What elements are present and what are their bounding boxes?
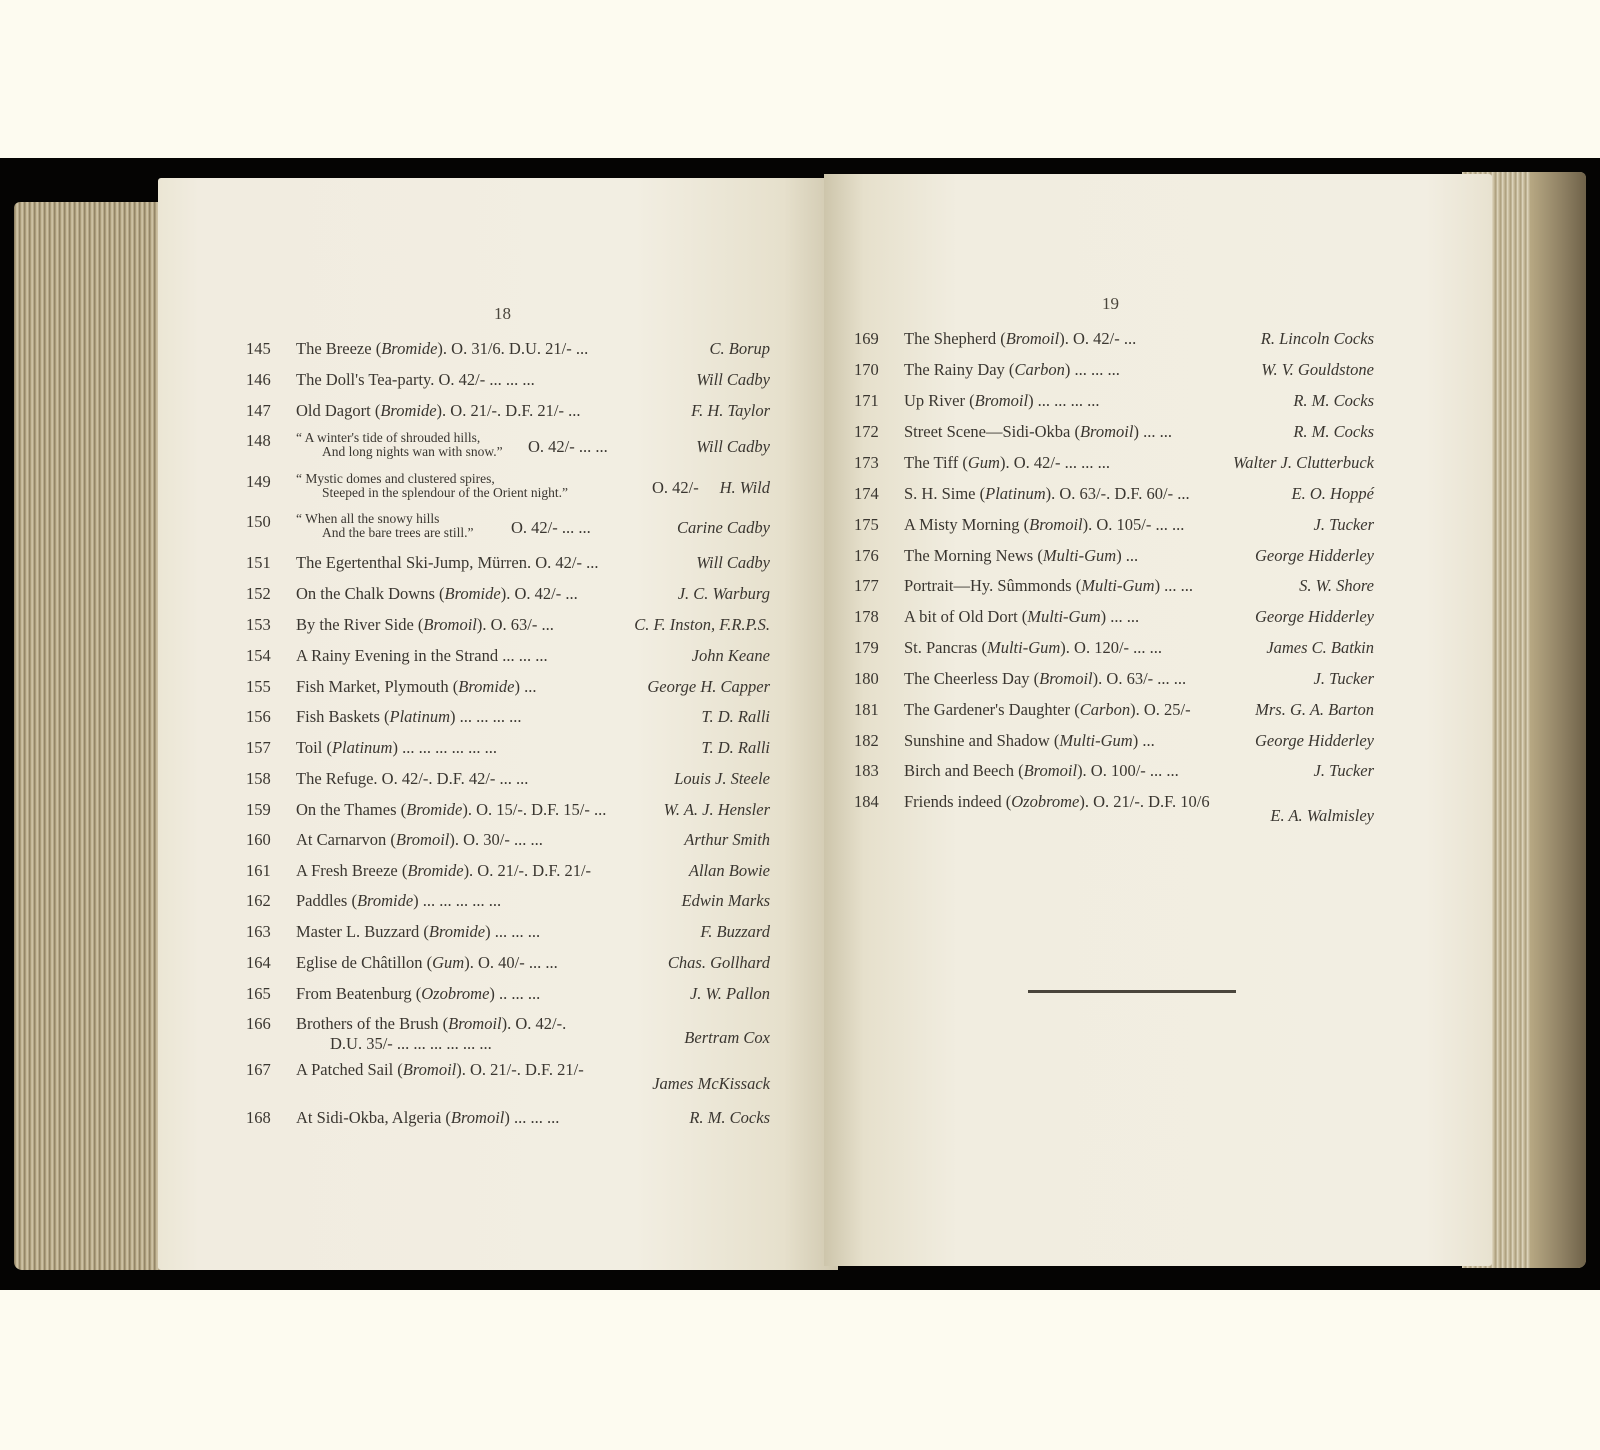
entry-photographer: J. C. Warburg <box>677 584 770 603</box>
entry-photographer: Louis J. Steele <box>674 769 770 788</box>
entry-number: 148 <box>246 431 271 450</box>
entry-photographer: W. V. Gouldstone <box>1261 360 1374 379</box>
entry-number: 151 <box>246 553 271 572</box>
entry-medium: Bromide <box>406 800 463 819</box>
entry-photographer: Walter J. Clutterbuck <box>1233 453 1374 472</box>
entry-medium: Bromoil <box>423 615 477 634</box>
left-page-edges <box>14 202 164 1270</box>
entry-photographer: F. Buzzard <box>700 922 770 941</box>
entry-number: 155 <box>246 677 271 696</box>
entry-title <box>904 422 1172 442</box>
entry-number: 179 <box>854 638 879 657</box>
entry-title-text: ). O. 63/- ... <box>476 615 554 634</box>
entry-title-text: Brothers of the Brush ( <box>296 1014 449 1033</box>
entry-medium: Bromide <box>356 891 414 910</box>
entry-price: O. 42/- <box>652 478 699 497</box>
entry-title <box>904 360 1120 380</box>
entry-photographer: J. Tucker <box>1313 669 1374 688</box>
catalogue-entry <box>246 1060 770 1094</box>
entry-title <box>296 891 501 911</box>
entry-medium: Bromoil <box>450 1108 505 1127</box>
catalogue-entry <box>854 761 1374 795</box>
entry-title-text: Paddles ( <box>296 891 357 910</box>
entry-number: 176 <box>854 546 879 565</box>
catalogue-entry <box>246 922 770 956</box>
entry-title <box>296 472 568 500</box>
catalogue-entry <box>854 329 1374 363</box>
entry-number: 147 <box>246 401 271 420</box>
catalogue-entry <box>246 953 770 987</box>
entry-title <box>904 484 1190 504</box>
entry-medium: Multi-Gum <box>1042 546 1117 565</box>
entry-number: 173 <box>854 453 879 472</box>
entry-title-text: ). O. 120/- ... ... <box>1060 638 1163 657</box>
entry-photographer: John Keane <box>691 646 770 665</box>
catalogue-entry <box>854 546 1374 580</box>
catalogue-entry <box>854 360 1374 394</box>
entry-photographer: Mrs. G. A. Barton <box>1255 700 1374 719</box>
entry-title <box>904 607 1139 627</box>
entry-medium: Bromoil <box>395 830 450 849</box>
entry-photographer: H. Wild <box>719 478 770 497</box>
entry-title-text: ). O. 40/- ... ... <box>464 953 558 972</box>
entry-photographer: R. M. Cocks <box>1293 422 1374 441</box>
entry-title <box>296 370 535 390</box>
entry-title-text: The Gardener's Daughter ( <box>904 700 1080 719</box>
entry-title-text: ) ... ... ... <box>1064 360 1120 379</box>
entry-title-text: A Rainy Evening in the Strand ... ... ... <box>296 646 548 665</box>
entry-title-line: “ Mystic domes and clustered spires, <box>296 471 495 486</box>
entry-title-line: “ When all the snowy hills <box>296 511 440 526</box>
entry-title <box>296 512 473 540</box>
entry-title-text: ). O. 15/-. D.F. 15/- ... <box>462 800 607 819</box>
catalogue-entry <box>246 553 770 587</box>
entry-title-text: ) ... ... <box>1133 422 1172 441</box>
entry-title-text: Birch and Beech ( <box>904 761 1024 780</box>
entry-medium: Bromoil <box>1029 515 1083 534</box>
entry-medium: Multi-Gum <box>1027 607 1101 626</box>
entry-medium: Platinum <box>985 484 1046 503</box>
entry-photographer: R. Lincoln Cocks <box>1260 329 1374 348</box>
entry-title-text: Fish Baskets ( <box>296 707 390 726</box>
entry-title-text: The Egertenthal Ski-Jump, Mürren. O. 42/- ... <box>296 553 599 572</box>
entry-title-text: ) ... <box>1132 731 1155 750</box>
entry-title-text: The Tiff ( <box>904 453 968 472</box>
entry-title-text: ). O. 42/- ... ... ... <box>999 453 1110 472</box>
entry-title-text: A bit of Old Dort ( <box>904 607 1028 626</box>
entry-number: 161 <box>246 861 271 880</box>
entry-title-text: ) ... ... ... ... <box>450 707 522 726</box>
catalogue-entry <box>246 1108 770 1142</box>
entry-photographer: R. M. Cocks <box>689 1108 770 1127</box>
entry-photographer: F. H. Taylor <box>691 401 770 420</box>
entry-number: 175 <box>854 515 879 534</box>
entry-number: 157 <box>246 738 271 757</box>
entry-title-text: ) .. ... ... <box>489 984 541 1003</box>
entry-medium: Multi-Gum <box>986 638 1061 657</box>
entry-title-text: ) ... ... <box>1100 607 1140 626</box>
entry-number: 156 <box>246 707 271 726</box>
entry-medium: Ozobrome <box>421 984 490 1003</box>
entry-title-text: ) ... ... <box>1154 576 1194 595</box>
entry-title-text: A Fresh Breeze ( <box>296 861 408 880</box>
entry-title-line: Steeped in the splendour of the Orient night.” <box>322 485 568 500</box>
catalogue-entry <box>246 646 770 680</box>
entry-medium: Bromoil <box>402 1060 457 1079</box>
entry-title <box>296 1014 566 1054</box>
entry-title-text: ). O. 31/6. D.U. 21/- ... <box>437 339 589 358</box>
catalogue-entry <box>246 984 770 1018</box>
catalogue-entry <box>246 472 770 506</box>
entry-title <box>296 953 558 973</box>
catalogue-entry <box>246 800 770 834</box>
entry-title-text: ) ... <box>514 677 537 696</box>
entry-title-text: ) ... ... ... ... ... ... <box>392 738 497 757</box>
catalogue-entry <box>246 861 770 895</box>
entry-title-text: The Refuge. O. 42/-. D.F. 42/- ... ... <box>296 769 529 788</box>
entry-title <box>904 731 1155 751</box>
entry-photographer: Will Cadby <box>696 370 770 389</box>
entry-title <box>296 646 548 666</box>
entry-photographer: Will Cadby <box>696 437 770 456</box>
catalogue-entry <box>854 607 1374 641</box>
entry-title <box>296 401 581 421</box>
entry-title <box>904 700 1191 720</box>
entry-number: 162 <box>246 891 271 910</box>
entry-number: 150 <box>246 512 271 531</box>
entry-photographer: J. Tucker <box>1313 761 1374 780</box>
entry-medium: Platinum <box>331 738 393 757</box>
entry-title-text: Fish Market, Plymouth ( <box>296 677 459 696</box>
entry-medium: Gum <box>967 453 1000 472</box>
end-rule <box>1028 990 1236 993</box>
entry-number: 160 <box>246 830 271 849</box>
entry-medium: Ozobrome <box>1011 792 1080 811</box>
entry-title-text: ) ... <box>1116 546 1139 565</box>
catalogue-entry <box>246 370 770 404</box>
catalogue-entry <box>246 738 770 772</box>
entry-price: O. 42/- ... ... <box>528 437 608 456</box>
entry-number: 152 <box>246 584 271 603</box>
entry-price: O. 42/- ... ... <box>511 518 591 537</box>
entry-medium: Multi-Gum <box>1081 576 1155 595</box>
entry-number: 172 <box>854 422 879 441</box>
entry-title <box>296 769 528 789</box>
entry-number: 184 <box>854 792 879 811</box>
entry-photographer: George H. Capper <box>647 677 770 696</box>
entry-title <box>904 576 1193 596</box>
catalogue-entry <box>854 515 1374 549</box>
entry-number: 149 <box>246 472 271 491</box>
catalogue-entry <box>246 1014 770 1053</box>
entry-photographer: James C. Batkin <box>1266 638 1374 657</box>
entry-title-text: Master L. Buzzard ( <box>296 922 429 941</box>
entry-title-text: Up River ( <box>904 391 975 410</box>
entry-title-text: ). O. 63/-. D.F. 60/- ... <box>1045 484 1190 503</box>
entry-title-text: Portrait—Hy. Sûmmonds ( <box>904 576 1082 595</box>
entry-number: 154 <box>246 646 271 665</box>
entry-title-line: And long nights wan with snow.” <box>322 444 503 459</box>
page-number-right: 19 <box>1102 294 1119 313</box>
entry-title <box>296 707 522 727</box>
entry-photographer: T. D. Ralli <box>701 738 770 757</box>
entry-title-text: ). O. 42/- ... <box>500 584 578 603</box>
entry-photographer: E. O. Hoppé <box>1291 484 1374 503</box>
entry-number: 181 <box>854 700 879 719</box>
entry-title <box>904 391 1100 411</box>
entry-medium: Bromoil <box>448 1014 502 1033</box>
catalogue-entry <box>854 700 1374 734</box>
entry-title-text: Old Dagort ( <box>296 401 381 420</box>
entry-title-text: On the Thames ( <box>296 800 407 819</box>
entry-title-text: At Carnarvon ( <box>296 830 396 849</box>
entry-title-text: ). O. 100/- ... ... <box>1077 761 1179 780</box>
entry-number: 177 <box>854 576 879 595</box>
entry-number: 167 <box>246 1060 271 1079</box>
entry-title <box>296 339 588 359</box>
entry-photographer: S. W. Shore <box>1299 576 1374 595</box>
entry-medium: Bromide <box>444 584 501 603</box>
entry-title-text: ). O. 42/- ... <box>1059 329 1137 348</box>
entry-title-text: ) ... ... ... ... ... <box>413 891 502 910</box>
catalogue-entry <box>854 422 1374 456</box>
entry-title-text: Toil ( <box>296 738 332 757</box>
entry-title-text: Friends indeed ( <box>904 792 1012 811</box>
entry-title <box>296 984 540 1004</box>
catalogue-entry <box>246 891 770 925</box>
entry-number: 178 <box>854 607 879 626</box>
entry-title-text: From Beatenburg ( <box>296 984 422 1003</box>
catalogue-entry <box>246 615 770 649</box>
entry-title-text: ). O. 21/-. D.F. 10/6 <box>1079 792 1210 811</box>
entry-title <box>904 453 1110 473</box>
catalogue-entry <box>854 576 1374 610</box>
entry-number: 145 <box>246 339 271 358</box>
catalogue-entry <box>246 512 770 546</box>
entry-number: 153 <box>246 615 271 634</box>
catalogue-entry <box>246 677 770 711</box>
entry-title <box>296 615 554 635</box>
entry-number: 164 <box>246 953 271 972</box>
entry-medium: Multi-Gum <box>1059 731 1133 750</box>
entry-number: 159 <box>246 800 271 819</box>
entry-title <box>904 669 1186 689</box>
catalogue-entry <box>246 339 770 373</box>
entry-title <box>296 830 543 850</box>
entry-title-text: ). O. 105/- ... ... <box>1082 515 1185 534</box>
entry-title <box>296 584 578 604</box>
entry-photographer: George Hidderley <box>1255 607 1374 626</box>
entry-title-text: At Sidi-Okba, Algeria ( <box>296 1108 451 1127</box>
entry-title-text: A Misty Morning ( <box>904 515 1030 534</box>
entry-number: 171 <box>854 391 879 410</box>
catalogue-entry <box>246 830 770 864</box>
entry-medium: Platinum <box>389 707 451 726</box>
entry-photographer: T. D. Ralli <box>701 707 770 726</box>
entry-photographer: W. A. J. Hensler <box>663 800 770 819</box>
entry-photographer: Allan Bowie <box>688 861 770 880</box>
entry-medium: Bromoil <box>1039 669 1093 688</box>
catalogue-entry <box>246 769 770 803</box>
entry-title-text: The Shepherd ( <box>904 329 1006 348</box>
entry-photographer: Bertram Cox <box>684 1028 770 1047</box>
entry-number: 146 <box>246 370 271 389</box>
entry-title-text: Eglise de Châtillon ( <box>296 953 433 972</box>
entry-medium: Bromoil <box>974 391 1029 410</box>
entry-number: 168 <box>246 1108 271 1127</box>
entry-number: 170 <box>854 360 879 379</box>
entry-number: 182 <box>854 731 879 750</box>
entry-medium: Bromoil <box>1005 329 1060 348</box>
entry-title <box>904 638 1162 658</box>
entry-number: 166 <box>246 1014 271 1033</box>
entry-title-text: ). O. 21/-. D.F. 21/- <box>456 1060 584 1079</box>
entry-medium: Bromide <box>407 861 464 880</box>
entry-title <box>296 553 598 573</box>
catalogue-entry <box>854 669 1374 703</box>
entry-title-text: The Breeze ( <box>296 339 382 358</box>
entry-number: 180 <box>854 669 879 688</box>
entry-number: 169 <box>854 329 879 348</box>
entry-title-line: “ A winter's tide of shrouded hills, <box>296 430 481 445</box>
catalogue-entry <box>854 731 1374 765</box>
entry-title-text: ). O. 21/-. D.F. 21/- ... <box>436 401 581 420</box>
entry-number: 174 <box>854 484 879 503</box>
entry-medium: Bromoil <box>1079 422 1134 441</box>
entry-title <box>296 861 591 881</box>
entry-title <box>904 515 1184 535</box>
entry-title-text: The Doll's Tea-party. O. 42/- ... ... ... <box>296 370 535 389</box>
catalogue-entry <box>854 638 1374 672</box>
entry-title-text: ). O. 21/-. D.F. 21/- <box>463 861 592 880</box>
page-number-left: 18 <box>494 304 511 323</box>
catalogue-entry <box>246 431 770 465</box>
entry-title-text: ). O. 42/-. <box>501 1014 567 1033</box>
entry-title-text: A Patched Sail ( <box>296 1060 403 1079</box>
entry-title <box>904 329 1136 349</box>
entry-title-text: S. H. Sime ( <box>904 484 986 503</box>
entry-title <box>904 761 1179 781</box>
entry-photographer: R. M. Cocks <box>1293 391 1374 410</box>
entry-number: 183 <box>854 761 879 780</box>
entry-title-text: ) ... ... ... <box>485 922 541 941</box>
entry-photographer: Arthur Smith <box>684 830 770 849</box>
entry-photographer: Chas. Gollhard <box>667 953 770 972</box>
entry-title-line: And the bare trees are still.” <box>322 525 474 540</box>
entry-photographer: James McKissack <box>652 1074 770 1093</box>
entry-title-text: The Rainy Day ( <box>904 360 1015 379</box>
entry-medium: Bromide <box>381 339 438 358</box>
entry-title-text: Sunshine and Shadow ( <box>904 731 1060 750</box>
entry-photographer: C. Borup <box>709 339 770 358</box>
entry-number: 163 <box>246 922 271 941</box>
entry-title-text: The Cheerless Day ( <box>904 669 1040 688</box>
entry-photographer: George Hidderley <box>1255 731 1374 750</box>
entry-title <box>296 800 606 820</box>
entry-title-line: D.U. 35/- ... ... ... ... ... ... <box>330 1034 492 1053</box>
entry-title-text: The Morning News ( <box>904 546 1043 565</box>
entry-title-text: ) ... ... ... ... <box>1028 391 1100 410</box>
entry-title <box>904 792 1210 812</box>
entry-photographer: Will Cadby <box>696 553 770 572</box>
catalogue-entry <box>854 391 1374 425</box>
catalogue-entry <box>854 484 1374 518</box>
entry-title-text: ). O. 30/- ... ... <box>449 830 543 849</box>
entry-title <box>296 677 536 697</box>
entry-title-text: St. Pancras ( <box>904 638 987 657</box>
entry-number: 165 <box>246 984 271 1003</box>
entry-title-text: ). O. 63/- ... ... <box>1092 669 1187 688</box>
entry-title-text: On the Chalk Downs ( <box>296 584 445 603</box>
entry-title-text: ). O. 25/- <box>1130 700 1191 719</box>
entry-title <box>296 922 540 942</box>
entry-title <box>296 431 503 459</box>
entry-photographer: E. A. Walmisley <box>1270 806 1374 825</box>
entry-photographer: C. F. Inston, F.R.P.S. <box>634 615 770 634</box>
entry-title <box>296 1108 559 1128</box>
entry-medium: Carbon <box>1014 360 1065 379</box>
entry-title <box>904 546 1138 566</box>
entry-title <box>296 1060 584 1080</box>
entry-title <box>296 738 497 758</box>
entry-title-text: By the River Side ( <box>296 615 424 634</box>
entry-photographer: Edwin Marks <box>681 891 770 910</box>
entry-medium: Gum <box>432 953 465 972</box>
entry-medium: Bromoil <box>1023 761 1078 780</box>
catalogue-entry <box>854 453 1374 487</box>
entry-photographer: J. W. Pallon <box>689 984 770 1003</box>
entry-medium: Carbon <box>1079 700 1131 719</box>
entry-medium: Bromide <box>458 677 515 696</box>
entry-photographer: J. Tucker <box>1313 515 1374 534</box>
entry-medium: Bromide <box>428 922 486 941</box>
catalogue-entry <box>246 584 770 618</box>
entry-photographer: Carine Cadby <box>676 518 770 537</box>
catalogue-entry <box>854 792 1374 826</box>
entry-number: 158 <box>246 769 271 788</box>
catalogue-entry <box>246 707 770 741</box>
entry-title-text: Street Scene—Sidi-Okba ( <box>904 422 1080 441</box>
entry-medium: Bromide <box>380 401 437 420</box>
entry-photographer: George Hidderley <box>1255 546 1374 565</box>
entry-title-text: ) ... ... ... <box>504 1108 560 1127</box>
